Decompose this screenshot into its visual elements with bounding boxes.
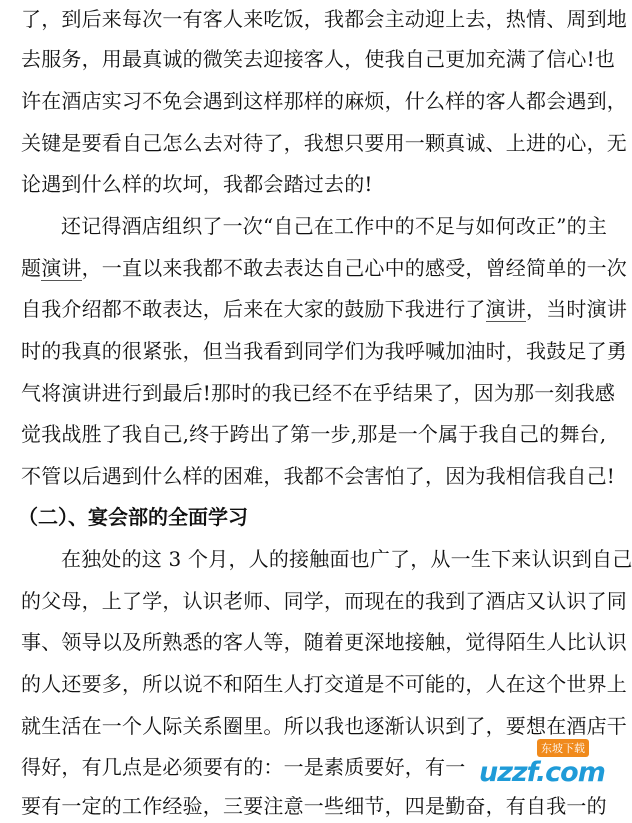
line-text: 就生活在一个人际关系圈里。所以我也逐渐认识到了，要想在酒店干	[21, 714, 627, 738]
paragraph-line	[21, 84, 627, 118]
paragraph-line	[21, 667, 627, 701]
line-text: 要有一定的工作经验，三要注意一些细节，四是勤奋，有自我一的	[21, 794, 607, 818]
paragraph-line	[21, 2, 627, 36]
line-text: 的父母，上了学，认识老师、同学，而现在的我到了酒店又认识了同	[21, 589, 627, 613]
line-text: 觉我战胜了我自己,终于跨出了第一步,那是一个属于我自己的舞台,	[21, 422, 607, 446]
paragraph-first-line	[61, 542, 632, 576]
line-text: 事、领导以及所熟悉的客人等，随着更深地接触，觉得陌生人比认识	[21, 630, 627, 654]
line-text: 论遇到什么样的坎坷，我都会踏过去的!	[21, 172, 373, 196]
paragraph-line	[21, 167, 586, 201]
line-text: 许在酒店实习不免会遇到这样那样的麻烦，什么样的客人都会遇到，	[21, 89, 627, 113]
speech-link[interactable]: 演讲	[485, 297, 527, 321]
line-text: 去服务，用最真诚的微笑去迎接客人，使我自己更加充满了信心!也	[21, 47, 616, 71]
speech-link[interactable]: 演讲	[41, 256, 82, 280]
paragraph-line	[21, 292, 628, 326]
line-text: 的人还要多，所以说不和陌生人打交道是不可能的，人在这个世界上	[21, 672, 627, 696]
line-text: 还记得酒店组织了一次“自己在工作中的不足与如何改正”的主	[61, 214, 608, 238]
line-text: ，当时演讲	[526, 297, 628, 321]
paragraph-line	[21, 417, 607, 451]
paragraph-line	[21, 334, 627, 368]
paragraph-first-line	[61, 209, 608, 243]
line-text: 关键是要看自己怎么去对待了，我想只要用一颗真诚、上进的心，无	[21, 131, 627, 155]
line-text: 了，到后来每次一有客人来吃饭，我都会主动迎上去，热情、周到地	[21, 7, 627, 31]
line-text: 得好，有几点是必须要有的：一是素质要好，有一	[21, 755, 466, 779]
line-text: 题	[21, 256, 42, 280]
paragraph-line	[21, 42, 616, 76]
line-text: 不管以后遇到什么样的困难，我都不会害怕了，因为我相信我自己!	[21, 464, 616, 488]
paragraph-line	[21, 126, 627, 160]
paragraph-line	[21, 625, 627, 659]
paragraph-line	[21, 709, 627, 743]
watermark-logo: uzzf.com	[479, 757, 605, 788]
paragraph-line	[21, 251, 628, 285]
line-text: 自我介绍都不敢表达，后来在大家的鼓励下我进行了	[21, 297, 486, 321]
line-text: 气将演讲进行到最后!那时的我已经不在乎结果了，因为那一刻我感	[21, 381, 616, 405]
paragraph-line	[21, 376, 616, 410]
watermark-badge: 东坡下载	[537, 739, 589, 757]
paragraph-line	[21, 584, 627, 618]
line-text: ，一直以来我都不敢去表达自己心中的感受，曾经简单的一次	[81, 256, 628, 280]
section-heading: （二）、宴会部的全面学习	[18, 505, 248, 529]
paragraph-line	[21, 459, 616, 493]
site-watermark	[479, 739, 605, 797]
line-text: 在独处的这 3 个月，人的接触面也广了，从一生下来认识到自己	[61, 547, 632, 571]
line-text: 时的我真的很紧张，但当我看到同学们为我呼喊加油时，我鼓足了勇	[21, 339, 627, 363]
